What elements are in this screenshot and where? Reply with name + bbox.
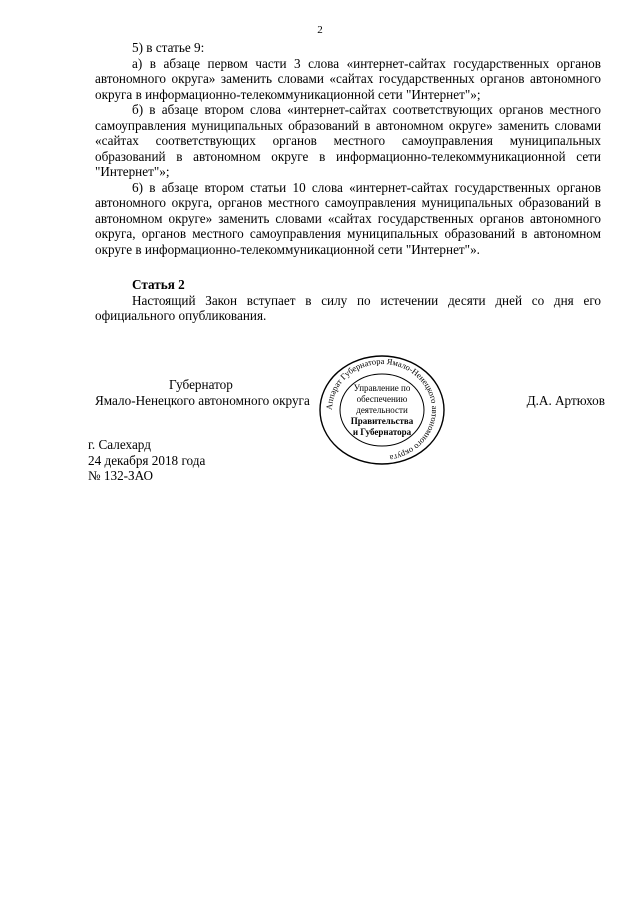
signatory-title: Губернатор [169,377,233,392]
official-stamp [318,354,446,466]
paragraph-article10: 6) в абзаце втором статьи 10 слова «интернет-сайтах государственных органов автономного округа, органов местного самоуправления муниципальных образований в автономном округе» заменить словами «сайтах государственных органов автономного округа, органов местного самоуправления муниципальных образований в автономном округе в информационно-телекоммуникационной сети "Интернет"». [95,179,601,257]
stamp-center-line: обеспечению [356,394,408,404]
document-footer [88,437,205,484]
document-body [95,40,601,324]
signatory-name: Д.А. Артюхов [526,393,605,408]
paragraph-article9-b: б) в абзаце втором слова «интернет-сайтах соответствующих органов местного самоуправления муниципальных образований в автономном округе» заменить словами «сайтах соответствующих органов местного самоуправления муниципальных образований в автономном округе в информационно-телекоммуникационной сети "Интернет"»; [95,102,601,179]
law-date: 24 декабря 2018 года [88,452,206,468]
paragraph-article9-a: а) в абзаце первом части 3 слова «интернет-сайтах государственных органов автономного округа» заменить словами «сайтах государственных органов автономного округа в информационно-телекоммуникационной сети "Интернет"»; [95,55,601,102]
article-2-text: Настоящий Закон вступает в силу по истечении десяти дней со дня его официального опубликования. [95,292,601,323]
stamp-ring-text: Аппарат Губернатора Ямало-Ненецкого автономного округа [323,355,441,464]
stamp-center-line: Правительства [350,416,414,426]
stamp-center-line: деятельности [356,405,408,415]
page-number: 2 [317,24,323,36]
law-number: № 132-ЗАО [88,468,154,483]
stamp-center-line: Управление по [353,383,411,393]
stamp-center-text [351,383,414,437]
signatory-region: Ямало-Ненецкого автономного округа [95,393,310,408]
paragraph-article9-intro: 5) в статье 9: [132,40,205,55]
stamp-center-line: и Губернатора [352,427,412,437]
city: г. Салехард [88,437,151,452]
article-2-heading: Статья 2 [132,277,185,292]
